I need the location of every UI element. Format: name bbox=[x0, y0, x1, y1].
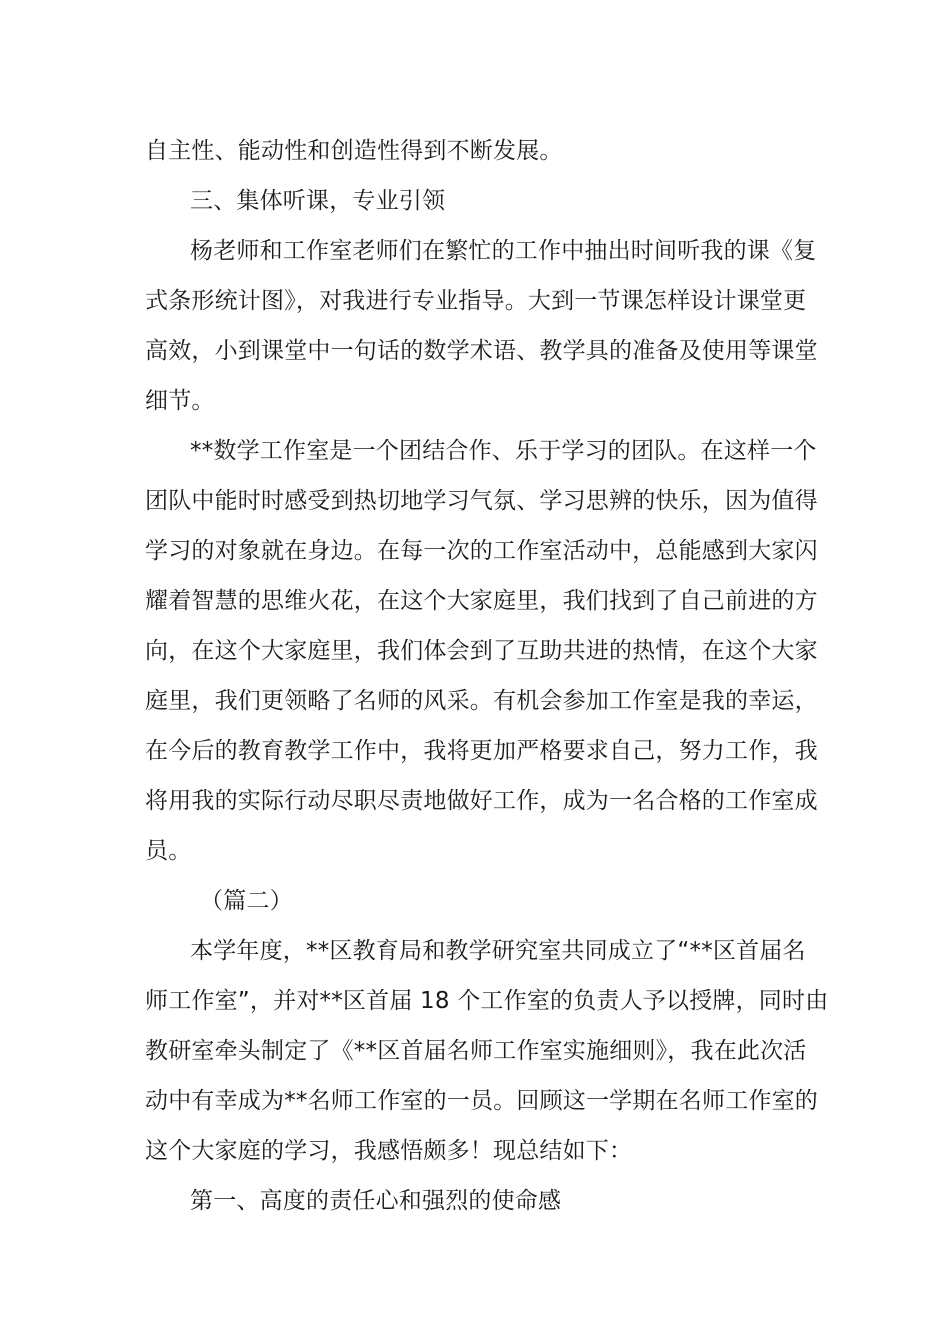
body-text-line: 动中有幸成为**名师工作室的一员。回顾这一学期在名师工作室的 bbox=[145, 1088, 818, 1114]
body-text-line: 在今后的教育教学工作中，我将更加严格要求自己，努力工作，我 bbox=[145, 738, 818, 764]
body-text-line: 杨老师和工作室老师们在繁忙的工作中抽出时间听我的课《复 bbox=[190, 238, 817, 264]
body-text-line: 这个大家庭的学习，我感悟颇多！现总结如下： bbox=[145, 1138, 633, 1164]
body-text-line: 庭里，我们更领略了名师的风采。有机会参加工作室是我的幸运， bbox=[145, 688, 818, 714]
body-text-line: 耀着智慧的思维火花，在这个大家庭里，我们找到了自己前进的方 bbox=[145, 588, 818, 614]
body-text-line: 细节。 bbox=[145, 388, 215, 414]
body-text-line: 师工作室”，并对**区首届 18 个工作室的负责人予以授牌，同时由 bbox=[145, 988, 829, 1014]
body-text-line: 团队中能时时感受到热切地学习气氛、学习思辨的快乐，因为值得 bbox=[145, 488, 818, 514]
body-text-line: 自主性、能动性和创造性得到不断发展。 bbox=[145, 138, 563, 164]
section-heading: 三、集体听课，专业引领 bbox=[190, 188, 446, 214]
body-text-line: 式条形统计图》，对我进行专业指导。大到一节课怎样设计课堂更 bbox=[145, 288, 807, 314]
section-heading: 第一、高度的责任心和强烈的使命感 bbox=[190, 1188, 562, 1214]
part-heading: （篇二） bbox=[200, 888, 293, 914]
body-text-line: 将用我的实际行动尽职尽责地做好工作，成为一名合格的工作室成 bbox=[145, 788, 818, 814]
body-text-line: 向，在这个大家庭里，我们体会到了互助共进的热情，在这个大家 bbox=[145, 638, 818, 664]
body-text-line: 教研室牵头制定了《**区首届名师工作室实施细则》，我在此次活 bbox=[145, 1038, 807, 1064]
body-text-line: **数学工作室是一个团结合作、乐于学习的团队。在这样一个 bbox=[190, 438, 817, 464]
body-text-line: 本学年度，**区教育局和教学研究室共同成立了“**区首届名 bbox=[190, 938, 806, 964]
body-text-line: 高效，小到课堂中一句话的数学术语、教学具的准备及使用等课堂 bbox=[145, 338, 818, 364]
body-text-line: 员。 bbox=[145, 838, 192, 864]
body-text-line: 学习的对象就在身边。在每一次的工作室活动中，总能感到大家闪 bbox=[145, 538, 818, 564]
